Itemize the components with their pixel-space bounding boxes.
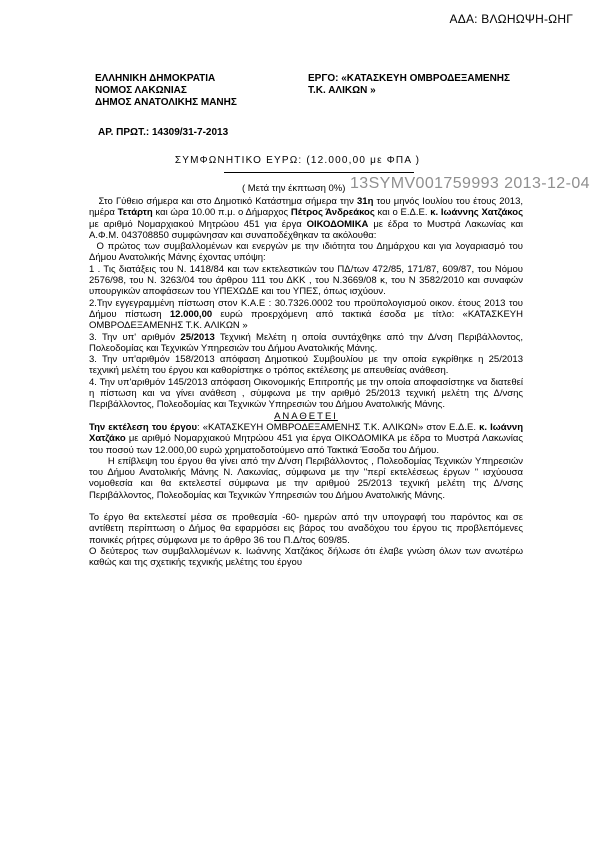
consideration-item-1: 1 . Τις διατάξεις του Ν. 1418/84 και των εκτελεστικών του ΠΔ/των 472/85, 171/87, 609/87, του Νόμου 2576/98, του Ν. 3263/04 του άρθρου 111 του ΔΚΚ , του Ν.3669/08 κ, του Ν 3582/2010 και συναφών υπουργικών αποφάσεων του ΥΠΕΧΩΔΕ και του ΥΠΕΣ, όπως ισχύουν. <box>89 263 523 298</box>
header-line: ΔΗΜΟΣ ΑΝΑΤΟΛΙΚΗΣ ΜΑΝΗΣ <box>95 97 237 108</box>
consideration-item-4: 4. Την υπ'αριθμόν 145/2013 απόφαση Οικονομικής Επιτροπής με την οποία αποφασίστηκε να διατεθεί η πίστωση και να γίνει ανάθεση , σύμφωνα με την αριθμό 25/2013 τεχνική μελέτη της Δ/νσης Περιβάλλοντος, Πολεοδομίας και Τεχνικών Υπηρεσιών του Δήμου Ανατολικής Μάνης. <box>89 376 523 411</box>
contract-title: ΣΥΜΦΩΝΗΤΙΚΟ ΕΥΡΩ: (12.000,00 με ΦΠΑ ) <box>174 155 421 166</box>
consideration-item-3b: 3. Την υπ'αριθμόν 158/2013 απόφαση Δημοτικού Συμβουλίου με την οποία εγκρίθηκε η 25/2013 τεχνική μελέτη του έργου και καθορίστηκε ο τρόπος εκτέλεσης με απευθείας ανάθεση. <box>89 354 523 377</box>
intro-paragraph: Στο Γύθειο σήμερα και στο Δημοτικό Κατάστημα σήμερα την 31η του μηνός Ιουλίου του έτους 2013, ημέρα Τετάρτη και ώρα 10.00 π.μ. ο Δήμαρχος Πέτρος Άνδρεάκος και ο Ε.Δ.Ε. κ. Ιωάννης Χατζάκος με αριθμό Νομαρχιακού Μητρώου 451 για έργα ΟΙΚΟΔΟΜΙΚΑ με έδρα το Μυστρά Λακωνίας και Α.Φ.Μ. 043708850 συμφώνησαν και συναποδέχθηκαν τα ακόλουθα: <box>89 196 524 241</box>
project-header <box>308 73 510 97</box>
header-line: ΝΟΜΟΣ ΛΑΚΩΝΙΑΣ <box>95 85 187 96</box>
assignment-paragraph: Την εκτέλεση του έργου: «ΚΑΤΑΣΚΕΥΗ ΟΜΒΡΟΔΕΞΑΜΕΝΗΣ Τ.Κ. ΑΛΙΚΩΝ» στον Ε.Δ.Ε. κ. Ιωάννη Χατζάκο με αριθμό Νομαρχιακού Μητρώου 451 για έργα ΟΙΚΟΔΟΜΙΚΑ με έδρα το Μυστρά Λακωνίας του ποσού των 12.000,00 ευρώ χρηματοδοτούμενο από Τακτικά Έσοδα του Δήμου. <box>89 421 524 456</box>
consideration-item-3a: 3. Την υπ' αριθμόν 25/2013 Τεχνική Μελέτη η οποία συντάχθηκε από την Δ/νση Περιβάλλοντος, Πολεοδομίας και Τεχνικών Υπηρεσιών του Δήμου Ανατολικής Μάνης. <box>89 331 524 354</box>
first-party-paragraph: O πρώτος των συμβαλλομένων και ενεργών με την ιδιότητα του Δημάρχου και για λογαριασμό του Δήμου Ανατολικής Μάνης έχοντας υπόψη: <box>89 241 523 264</box>
registry-stamp: 13SYMV001759993 2013-12-04 <box>350 175 590 192</box>
project-line: Τ.Κ. ΑΛΙΚΩΝ » <box>308 85 376 96</box>
supervision-paragraph: Η επίβλεψη του έργου θα γίνει από την Δ/νση Περιβάλλοντος , Πολεοδομίας Τεχνικών Υπηρεσιών του Δήμου Ανατολικής Μάνης Ν. Λακωνίας, σύμφωνα με την ''περί εκτελέσεως έργων '' ισχύουσα νομοθεσία και θα εκτελεστεί σύμφωνα με την αριθμού 25/2013 τεχνική μελέτη της Δ/νσης Περιβάλλοντος, Πολεοδομίας και Τεχνικών Υπηρεσιών του Δήμου Ανατολικής Μάνης. <box>89 455 523 501</box>
assigns-heading: ΑΝΑΘΕΤΕΙ <box>274 410 338 422</box>
second-party-paragraph: Ο δεύτερος των συμβαλλομένων κ. Ιωάννης Χατζάκος δήλωσε ότι έλαβε γνώση όλων των ανωτέρω καθώς και της σχετικής τεχνικής μελέτης του έργου <box>89 545 523 569</box>
issuer-header <box>95 73 237 109</box>
document-body <box>89 196 523 569</box>
protocol-number: ΑΡ. ΠΡΩΤ.: 14309/31-7-2013 <box>98 127 229 138</box>
ada-code: ΑΔΑ: ΒΛΩΗΩΨΗ-ΩΗΓ <box>449 12 573 26</box>
deadline-paragraph: Το έργο θα εκτελεστεί μέσα σε προθεσμία -60- ημερών από την υπογραφή του παρόντος και σε αντίθετη περίπτωση ο Δήμος θα εφαρμόσει εις βάρος του αναδόχου του έργου τις προβλεπόμενες ποινικές ρήτρες σύμφωνα με το άρθρο 36 του Π.Δ/τος 609/85. <box>89 512 523 546</box>
discount-note: ( Μετά την έκπτωση 0%) <box>242 183 346 194</box>
consideration-item-2: 2.Την εγγεγραμμένη πίστωση στον Κ.Α.Ε : 30.7326.0002 του προϋπολογισμού οικον. έτους 2013 του Δήμου πίστωση 12.000,00 ευρώ προερχόμενη από τακτικά έσοδα με τίτλο: «ΚΑΤΑΣΚΕΥΗ ΟΜΒΡΟΔΕΞΑΜΕΝΗΣ Τ.Κ. ΑΛΙΚΩΝ » <box>89 297 523 332</box>
header-line: ΕΛΛΗΝΙΚΗ ΔΗΜΟΚΡΑΤΙΑ <box>95 73 216 84</box>
project-line: ΕΡΓΟ: «ΚΑΤΑΣΚΕΥΗ ΟΜΒΡΟΔΕΞΑΜΕΝΗΣ <box>308 73 511 84</box>
title-underline <box>224 172 414 173</box>
